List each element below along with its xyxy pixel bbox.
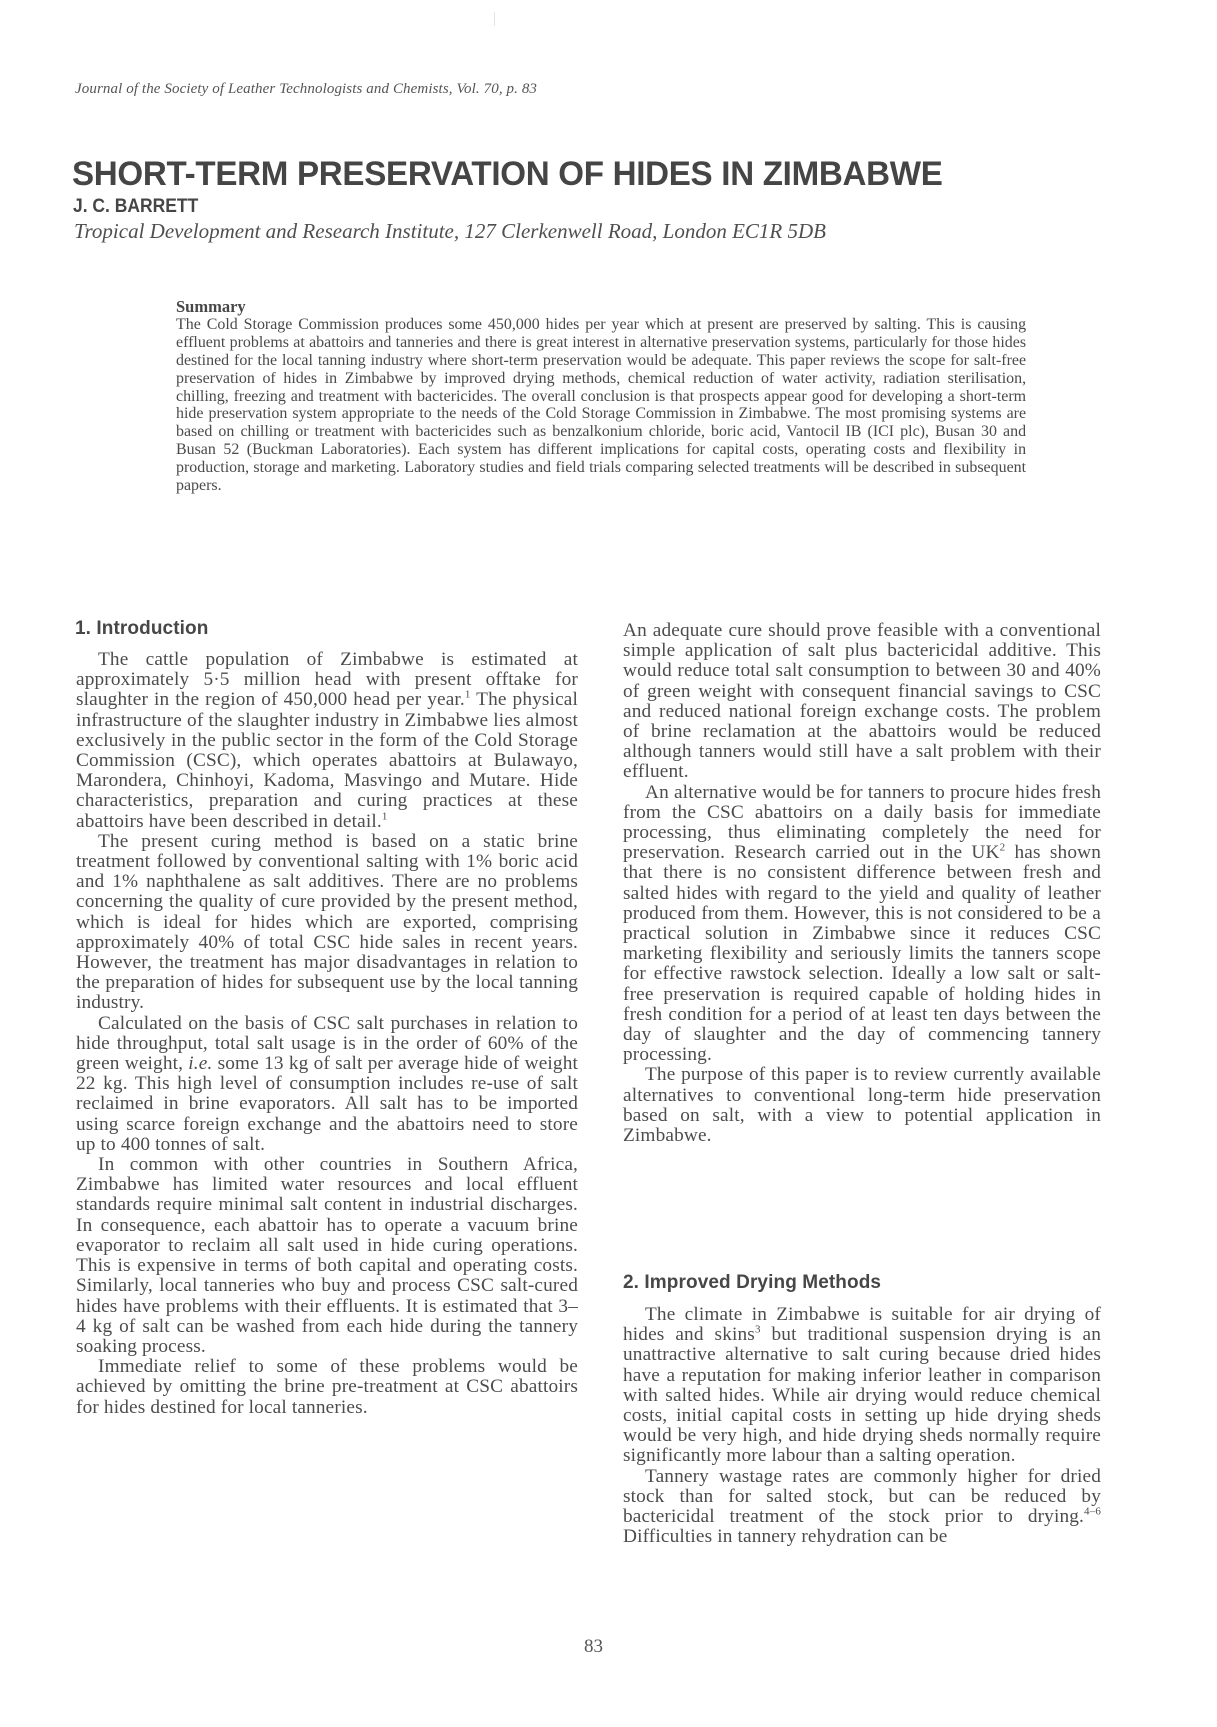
left-column xyxy=(76,650,578,1418)
paragraph-text: The purpose of this paper is to review currently available alternatives to conventional long-term hide preservation based on salt, with a view to potential application in Zimbabwe. xyxy=(623,1064,1101,1147)
italic-text: i.e. xyxy=(188,1053,213,1075)
paragraph-text: has shown that there is no consistent difference between fresh and salted hides with regard to the yield and quality of leather produced from them. However, this is not considered to be a practical solution in Zimbabwe since it reduces CSC marketing flexibility and seriously limits the tanners scope for effective rawstock selection. Ideally a low salt or salt-free preservation is required capable of holding hides in fresh condition for a period of at least ten days between the day of slaughter and the day of commencing tannery processing. xyxy=(623,842,1101,1066)
reference-superscript: 4–6 xyxy=(1084,1505,1101,1518)
page-number: 83 xyxy=(584,1636,603,1657)
paragraph-text: An alternative would be for tanners to procure hides fresh from the CSC abattoirs on a daily basis for immediate processing, thus eliminating completely the need for preservation. Research carried out in the UK xyxy=(623,781,1101,864)
summary-text: The Cold Storage Commission produces some 450,000 hides per year which at present are preserved by salting. This is causing effluent problems at abattoirs and tanneries and there is great interest in alternative preservation systems, particularly for those hides destined for the local tanning industry where short-term preservation would be adequate. This paper reviews the scope for salt-free preservation of hides in Zimbabwe by improved drying methods, chemical reduction of water activity, radiation sterilisation, chilling, freezing and treatment with bactericides. The overall conclusion is that prospects appear good for developing a short-term hide preservation system appropriate to the needs of the Cold Storage Commission in Zimbabwe. The most promising systems are based on chilling or treatment with bactericides such as benzalkonium chloride, boric acid, Vantocil IB (ICI plc), Busan 30 and Busan 52 (Buckman Laboratories). Each system has different implications for capital costs, operating costs and flexibility in production, storage and marketing. Laboratory studies and field trials comparing selected treatments will be described in subsequent papers. xyxy=(176,314,1027,495)
author: J. C. BARRETT xyxy=(73,196,199,217)
paragraph xyxy=(623,1305,1101,1467)
paragraph xyxy=(623,783,1101,1066)
section-heading-introduction: 1. Introduction xyxy=(75,618,209,639)
paragraph xyxy=(76,650,578,832)
paragraph xyxy=(623,1065,1101,1146)
paragraph-text: In common with other countries in Southern Africa, Zimbabwe has limited water resources and local effluent standards require minimal salt content in industrial discharges. In consequence, each abattoir has to operate a vacuum brine evaporator to reclaim all salt used in hide curing operations. This is expensive in terms of both capital and operating costs. Similarly, local tanneries who buy and process CSC salt-cured hides have problems with their effluents. It is estimated that 3–4 kg of salt can be washed from each hide during the tannery soaking process. xyxy=(76,1154,578,1357)
paragraph xyxy=(623,621,1101,783)
section-drying-body xyxy=(623,1305,1101,1547)
section-heading-improved-drying-methods: 2. Improved Drying Methods xyxy=(623,1272,882,1293)
paragraph-text: but traditional suspension drying is an unattractive alternative to salt curing because dried hides have a reputation for making inferior leather in comparison with salted hides. While air drying would reduce chemical costs, initial capital costs in setting up hide drying sheds would be very high, and hide drying sheds normally require significantly more labour than a salting operation. xyxy=(623,1324,1101,1467)
affiliation: Tropical Development and Research Institute, 127 Clerkenwell Road, London EC1R 5DB xyxy=(74,219,827,243)
paragraph-text: Difficulties in tannery rehydration can be xyxy=(623,1526,948,1548)
paragraph-text: Tannery wastage rates are commonly higher for dried stock than for salted stock, but can be reduced by bactericidal treatment of the stock prior to drying. xyxy=(623,1465,1101,1528)
paragraph-text: The cattle population of Zimbabwe is estimated at approximately 5·5 million head with present offtake for slaughter in the region of 450,000 head per year. xyxy=(76,649,578,711)
paragraph xyxy=(76,832,578,1014)
paragraph-text: An adequate cure should prove feasible with a conventional simple application of salt plus bactericidal additive. This would reduce total salt consumption to between 30 and 40% of green weight with consequent financial savings to CSC and reduced national foreign exchange costs. The problem of brine reclamation at the abattoirs would be reduced although tanners would still have a salt problem with their effluent. xyxy=(623,620,1101,783)
paragraph-text: The physical infrastructure of the slaughter industry in Zimbabwe lies almost exclusively in the public sector in the form of the Cold Storage Commission (CSC), which operates abattoirs at Bulawayo, Marondera, Chinhoyi, Kadoma, Masvingo and Mutare. Hide characteristics, preparation and curing practices at these abattoirs have been described in detail. xyxy=(76,689,578,832)
paragraph xyxy=(76,1014,578,1155)
right-column xyxy=(623,621,1101,1146)
summary-block xyxy=(176,298,1026,495)
reference-superscript: 3 xyxy=(754,1323,761,1336)
reference-superscript: 2 xyxy=(999,841,1006,854)
journal-header: Journal of the Society of Leather Technologists and Chemists, Vol. 70, p. 83 xyxy=(75,81,538,97)
reference-superscript: 1 xyxy=(381,810,388,823)
paragraph-text: The climate in Zimbabwe is suitable for air drying of hides and skins xyxy=(623,1304,1101,1346)
paragraph-text: The present curing method is based on a static brine treatment followed by conventional salting with 1% boric acid and 1% naphthalene as salt additives. There are no problems concerning the quality of cure provided by the present method, which is ideal for hides which are exported, comprising approximately 40% of total CSC hide sales in recent years. However, the treatment has major disadvantages in relation to the preparation of hides for subsequent use by the local tanning industry. xyxy=(76,830,578,1014)
paragraph-text: some 13 kg of salt per average hide of weight 22 kg. This high level of consumption includes re-use of salt reclaimed in brine evaporators. All salt has to be imported using scarce foreign exchange and the abattoirs need to store up to 400 tonnes of salt. xyxy=(76,1053,578,1155)
article-title: SHORT-TERM PRESERVATION OF HIDES IN ZIMBABWE xyxy=(72,155,943,193)
paragraph xyxy=(623,1467,1101,1548)
paragraph-text: Immediate relief to some of these problems would be achieved by omitting the brine pre-treatment at CSC abattoirs for hides destined for local tanneries. xyxy=(76,1356,578,1418)
paragraph-text: Calculated on the basis of CSC salt purchases in relation to hide throughput, total salt usage is in the order of 60% of the green weight, xyxy=(76,1012,578,1075)
section-introduction-continued xyxy=(623,621,1101,1146)
paragraph xyxy=(76,1155,578,1357)
paragraph xyxy=(76,1357,578,1418)
section-introduction-body xyxy=(76,650,578,1418)
reference-superscript: 1 xyxy=(464,688,471,701)
summary-heading: Summary xyxy=(176,297,246,316)
scan-artifact xyxy=(494,12,495,26)
right-column-lower xyxy=(623,1305,1101,1547)
